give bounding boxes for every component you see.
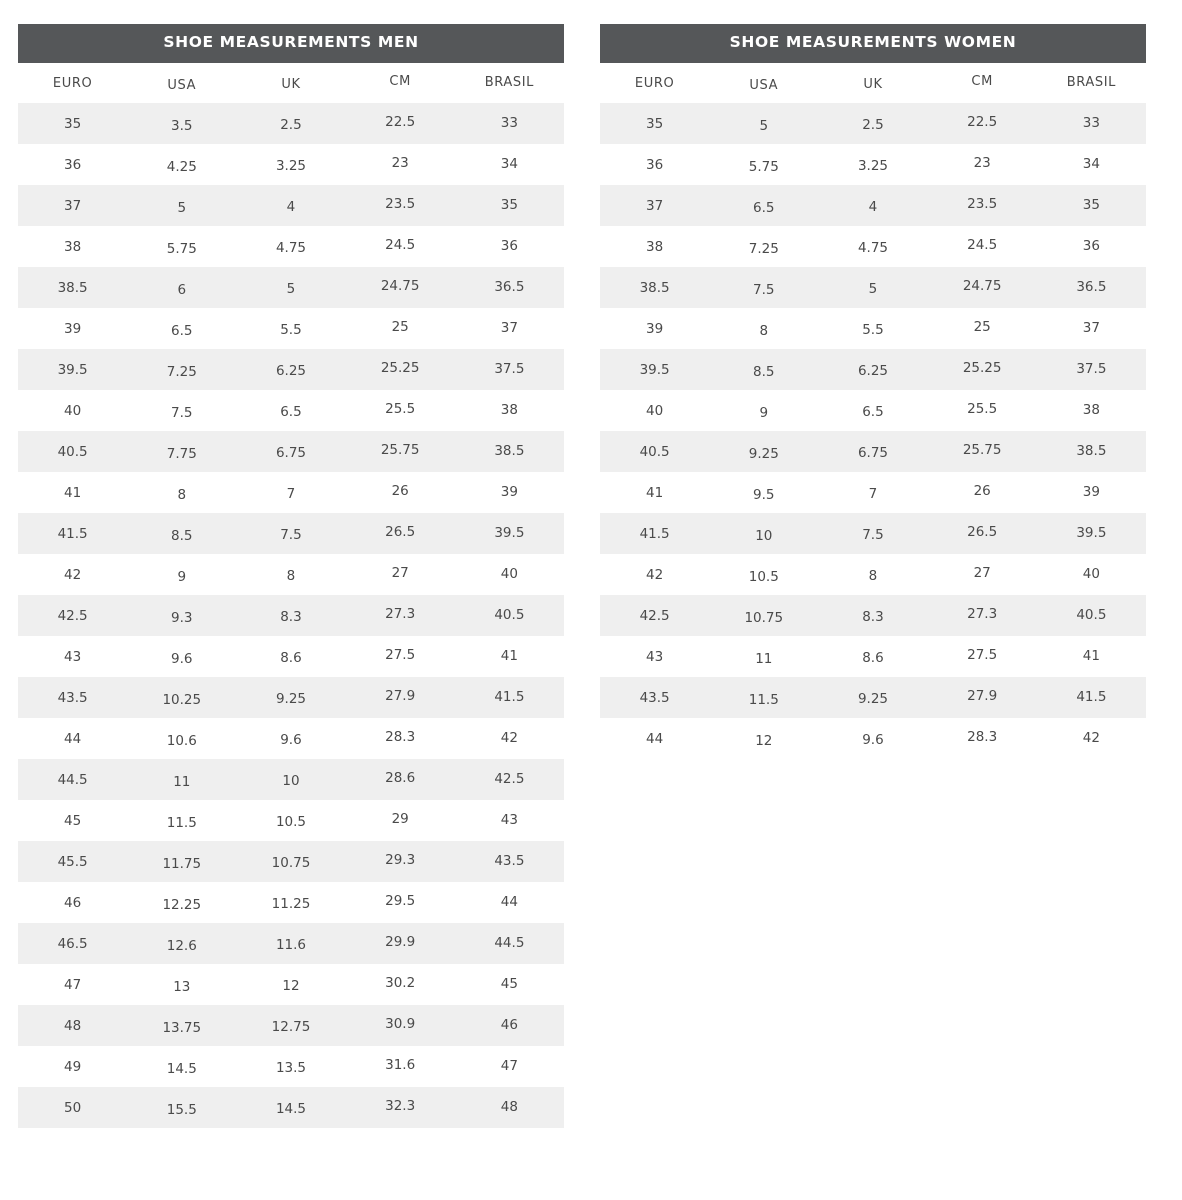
table-cell-cm: 28.3 (928, 718, 1037, 759)
table-cell-brasil: 36 (455, 226, 564, 267)
table-cell-usa: 6.5 (127, 308, 236, 349)
table-row (600, 308, 1146, 349)
table-cell-uk: 9.25 (236, 677, 345, 718)
table-cell-cm: 26.5 (928, 513, 1037, 554)
table-row (18, 144, 564, 185)
table-cell-usa: 8 (709, 308, 818, 349)
table-cell-usa: 9.3 (127, 595, 236, 636)
table-cell-brasil: 37.5 (455, 349, 564, 390)
table-body-women (600, 103, 1146, 759)
table-cell-brasil: 42.5 (455, 759, 564, 800)
table-cell-usa: 4.25 (127, 144, 236, 185)
table-row (18, 964, 564, 1005)
table-row (18, 800, 564, 841)
table-row (18, 841, 564, 882)
table-cell-euro: 43.5 (600, 677, 709, 718)
table-cell-uk: 10.75 (236, 841, 345, 882)
table-cell-euro: 36 (18, 144, 127, 185)
table-row (600, 431, 1146, 472)
table-cell-usa: 5 (709, 103, 818, 144)
table-cell-uk: 6.75 (818, 431, 927, 472)
table-cell-euro: 40.5 (600, 431, 709, 472)
table-cell-cm: 25.5 (346, 390, 455, 431)
table-row (600, 595, 1146, 636)
table-cell-cm: 29.5 (346, 882, 455, 923)
table-head-men (18, 63, 564, 103)
shoe-measurements-women-block (600, 24, 1146, 759)
table-row (18, 636, 564, 677)
table-cell-cm: 25 (346, 308, 455, 349)
table-cell-euro: 35 (18, 103, 127, 144)
table-cell-euro: 44 (600, 718, 709, 759)
table-cell-cm: 23 (346, 144, 455, 185)
table-cell-cm: 25 (928, 308, 1037, 349)
table-cell-usa: 13.75 (127, 1005, 236, 1046)
table-cell-cm: 25.5 (928, 390, 1037, 431)
table-cell-usa: 11 (127, 759, 236, 800)
table-cell-cm: 32.3 (346, 1087, 455, 1128)
shoe-measurements-men-block (18, 24, 564, 1128)
table-row (18, 759, 564, 800)
table-cell-brasil: 33 (455, 103, 564, 144)
table-cell-usa: 9.6 (127, 636, 236, 677)
table-cell-usa: 5.75 (127, 226, 236, 267)
table-cell-cm: 27.3 (346, 595, 455, 636)
table-cell-uk: 8 (236, 554, 345, 595)
table-cell-euro: 44 (18, 718, 127, 759)
table-cell-usa: 11.5 (709, 677, 818, 718)
table-row (18, 882, 564, 923)
table-row (600, 185, 1146, 226)
table-cell-usa: 5.75 (709, 144, 818, 185)
table-cell-usa: 11 (709, 636, 818, 677)
table-cell-uk: 12.75 (236, 1005, 345, 1046)
table-cell-euro: 40.5 (18, 431, 127, 472)
table-cell-euro: 36 (600, 144, 709, 185)
table-cell-cm: 30.2 (346, 964, 455, 1005)
table-cell-uk: 4 (236, 185, 345, 226)
table-row (18, 1087, 564, 1128)
table-cell-brasil: 42 (1037, 718, 1146, 759)
table-cell-euro: 50 (18, 1087, 127, 1128)
column-header-euro: EURO (600, 63, 709, 103)
table-cell-usa: 11.75 (127, 841, 236, 882)
table-row (18, 718, 564, 759)
table-cell-usa: 6.5 (709, 185, 818, 226)
table-cell-cm: 25.75 (346, 431, 455, 472)
table-cell-brasil: 40.5 (1037, 595, 1146, 636)
table-cell-brasil: 39.5 (1037, 513, 1146, 554)
table-cell-uk: 6.25 (236, 349, 345, 390)
table-cell-cm: 28.3 (346, 718, 455, 759)
column-header-cm: CM (346, 63, 455, 103)
table-cell-uk: 9.6 (236, 718, 345, 759)
table-row (18, 267, 564, 308)
table-cell-brasil: 45 (455, 964, 564, 1005)
table-cell-brasil: 38.5 (455, 431, 564, 472)
table-cell-usa: 10 (709, 513, 818, 554)
table-cell-usa: 14.5 (127, 1046, 236, 1087)
table-cell-cm: 27.5 (346, 636, 455, 677)
table-title-men: SHOE MEASUREMENTS MEN (18, 24, 564, 63)
table-cell-uk: 5.5 (236, 308, 345, 349)
table-cell-brasil: 40 (1037, 554, 1146, 595)
table-cell-euro: 41.5 (18, 513, 127, 554)
table-cell-uk: 14.5 (236, 1087, 345, 1128)
table-row (18, 349, 564, 390)
table-cell-usa: 10.25 (127, 677, 236, 718)
table-cell-brasil: 38 (455, 390, 564, 431)
table-cell-uk: 8.3 (818, 595, 927, 636)
table-cell-euro: 45.5 (18, 841, 127, 882)
table-cell-usa: 12.6 (127, 923, 236, 964)
table-cell-uk: 9.6 (818, 718, 927, 759)
table-cell-usa: 13 (127, 964, 236, 1005)
table-cell-cm: 29 (346, 800, 455, 841)
table-cell-uk: 7.5 (818, 513, 927, 554)
table-cell-euro: 46.5 (18, 923, 127, 964)
column-header-usa: USA (127, 63, 236, 103)
table-cell-cm: 22.5 (928, 103, 1037, 144)
table-cell-uk: 4.75 (818, 226, 927, 267)
table-cell-uk: 10.5 (236, 800, 345, 841)
table-cell-cm: 26.5 (346, 513, 455, 554)
table-row (18, 554, 564, 595)
column-header-uk: UK (236, 63, 345, 103)
table-cell-brasil: 35 (455, 185, 564, 226)
table-cell-euro: 42.5 (18, 595, 127, 636)
table-row (18, 677, 564, 718)
table-cell-cm: 27.3 (928, 595, 1037, 636)
table-row (18, 308, 564, 349)
table-cell-cm: 24.75 (928, 267, 1037, 308)
table-cell-uk: 11.6 (236, 923, 345, 964)
table-cell-usa: 11.5 (127, 800, 236, 841)
table-header-row (600, 63, 1146, 103)
table-cell-usa: 7.25 (709, 226, 818, 267)
table-cell-brasil: 33 (1037, 103, 1146, 144)
table-cell-cm: 29.9 (346, 923, 455, 964)
table-cell-uk: 13.5 (236, 1046, 345, 1087)
table-cell-cm: 24.5 (346, 226, 455, 267)
table-cell-euro: 39.5 (18, 349, 127, 390)
table-cell-cm: 24.75 (346, 267, 455, 308)
table-row (600, 513, 1146, 554)
table-cell-brasil: 44 (455, 882, 564, 923)
table-cell-usa: 8 (127, 472, 236, 513)
table-cell-euro: 43.5 (18, 677, 127, 718)
table-cell-usa: 10.75 (709, 595, 818, 636)
table-cell-brasil: 41 (455, 636, 564, 677)
column-header-uk: UK (818, 63, 927, 103)
table-cell-euro: 47 (18, 964, 127, 1005)
table-cell-brasil: 41 (1037, 636, 1146, 677)
table-cell-uk: 8.6 (236, 636, 345, 677)
table-cell-euro: 43 (600, 636, 709, 677)
table-cell-euro: 40 (600, 390, 709, 431)
table-cell-euro: 37 (18, 185, 127, 226)
table-cell-usa: 7.5 (127, 390, 236, 431)
table-header-row (18, 63, 564, 103)
table-cell-usa: 5 (127, 185, 236, 226)
table-row (18, 472, 564, 513)
table-cell-cm: 29.3 (346, 841, 455, 882)
table-cell-uk: 5.5 (818, 308, 927, 349)
table-cell-euro: 41 (600, 472, 709, 513)
table-row (600, 267, 1146, 308)
table-cell-uk: 2.5 (818, 103, 927, 144)
table-cell-euro: 42 (600, 554, 709, 595)
table-cell-uk: 9.25 (818, 677, 927, 718)
table-cell-euro: 42 (18, 554, 127, 595)
table-cell-usa: 12 (709, 718, 818, 759)
table-row (18, 431, 564, 472)
table-cell-euro: 49 (18, 1046, 127, 1087)
table-cell-brasil: 37.5 (1037, 349, 1146, 390)
table-cell-uk: 8.6 (818, 636, 927, 677)
table-cell-brasil: 39 (1037, 472, 1146, 513)
table-cell-brasil: 46 (455, 1005, 564, 1046)
table-cell-usa: 12.25 (127, 882, 236, 923)
table-cell-uk: 3.25 (236, 144, 345, 185)
table-cell-brasil: 36.5 (1037, 267, 1146, 308)
table-cell-uk: 8 (818, 554, 927, 595)
table-cell-brasil: 38.5 (1037, 431, 1146, 472)
table-head-women (600, 63, 1146, 103)
table-cell-cm: 31.6 (346, 1046, 455, 1087)
table-cell-euro: 39 (18, 308, 127, 349)
table-cell-euro: 40 (18, 390, 127, 431)
table-cell-euro: 46 (18, 882, 127, 923)
table-cell-usa: 9.25 (709, 431, 818, 472)
table-cell-cm: 25.25 (928, 349, 1037, 390)
table-row (18, 390, 564, 431)
table-cell-euro: 44.5 (18, 759, 127, 800)
table-cell-cm: 27.9 (928, 677, 1037, 718)
table-cell-uk: 4 (818, 185, 927, 226)
table-cell-usa: 9.5 (709, 472, 818, 513)
table-row (18, 185, 564, 226)
column-header-brasil: BRASIL (455, 63, 564, 103)
table-cell-euro: 35 (600, 103, 709, 144)
table-row (600, 226, 1146, 267)
table-cell-brasil: 39.5 (455, 513, 564, 554)
column-header-cm: CM (928, 63, 1037, 103)
table-cell-usa: 9 (709, 390, 818, 431)
table-cell-uk: 5 (236, 267, 345, 308)
table-cell-euro: 38 (18, 226, 127, 267)
table-cell-euro: 38.5 (600, 267, 709, 308)
table-row (18, 923, 564, 964)
table-cell-brasil: 38 (1037, 390, 1146, 431)
table-body-men (18, 103, 564, 1128)
table-row (600, 554, 1146, 595)
table-cell-usa: 10.6 (127, 718, 236, 759)
table-cell-euro: 39 (600, 308, 709, 349)
table-cell-uk: 6.5 (236, 390, 345, 431)
column-header-usa: USA (709, 63, 818, 103)
table-cell-usa: 3.5 (127, 103, 236, 144)
table-cell-uk: 2.5 (236, 103, 345, 144)
table-cell-uk: 3.25 (818, 144, 927, 185)
table-cell-usa: 9 (127, 554, 236, 595)
table-row (600, 103, 1146, 144)
table-row (18, 1005, 564, 1046)
table-row (600, 349, 1146, 390)
table-cell-usa: 6 (127, 267, 236, 308)
table-cell-euro: 42.5 (600, 595, 709, 636)
table-cell-brasil: 40 (455, 554, 564, 595)
shoe-measurements-men-table (18, 63, 564, 1128)
table-cell-cm: 23.5 (346, 185, 455, 226)
table-row (18, 226, 564, 267)
table-cell-usa: 8.5 (709, 349, 818, 390)
table-cell-euro: 48 (18, 1005, 127, 1046)
table-cell-brasil: 36.5 (455, 267, 564, 308)
column-header-euro: EURO (18, 63, 127, 103)
table-row (600, 472, 1146, 513)
table-cell-uk: 6.5 (818, 390, 927, 431)
table-cell-brasil: 43.5 (455, 841, 564, 882)
table-cell-uk: 7 (236, 472, 345, 513)
table-cell-uk: 5 (818, 267, 927, 308)
table-cell-brasil: 48 (455, 1087, 564, 1128)
table-row (600, 144, 1146, 185)
table-cell-brasil: 35 (1037, 185, 1146, 226)
table-cell-usa: 15.5 (127, 1087, 236, 1128)
table-cell-cm: 27 (346, 554, 455, 595)
table-cell-usa: 7.25 (127, 349, 236, 390)
table-cell-uk: 6.25 (818, 349, 927, 390)
table-cell-usa: 7.5 (709, 267, 818, 308)
table-row (18, 513, 564, 554)
table-title-women: SHOE MEASUREMENTS WOMEN (600, 24, 1146, 63)
table-row (600, 636, 1146, 677)
table-cell-usa: 7.75 (127, 431, 236, 472)
table-cell-cm: 26 (346, 472, 455, 513)
table-cell-brasil: 43 (455, 800, 564, 841)
table-cell-brasil: 37 (455, 308, 564, 349)
table-cell-brasil: 37 (1037, 308, 1146, 349)
column-header-brasil: BRASIL (1037, 63, 1146, 103)
table-cell-brasil: 44.5 (455, 923, 564, 964)
table-cell-cm: 27.5 (928, 636, 1037, 677)
table-row (18, 595, 564, 636)
table-cell-brasil: 42 (455, 718, 564, 759)
table-cell-euro: 38.5 (18, 267, 127, 308)
table-cell-uk: 7.5 (236, 513, 345, 554)
table-cell-euro: 45 (18, 800, 127, 841)
table-cell-uk: 10 (236, 759, 345, 800)
table-cell-uk: 4.75 (236, 226, 345, 267)
table-cell-euro: 38 (600, 226, 709, 267)
table-cell-uk: 7 (818, 472, 927, 513)
table-cell-brasil: 34 (1037, 144, 1146, 185)
table-cell-euro: 39.5 (600, 349, 709, 390)
table-cell-euro: 41 (18, 472, 127, 513)
table-cell-cm: 25.75 (928, 431, 1037, 472)
table-cell-uk: 6.75 (236, 431, 345, 472)
table-cell-brasil: 36 (1037, 226, 1146, 267)
table-cell-cm: 26 (928, 472, 1037, 513)
table-row (600, 390, 1146, 431)
table-cell-cm: 24.5 (928, 226, 1037, 267)
table-cell-cm: 22.5 (346, 103, 455, 144)
table-row (600, 718, 1146, 759)
table-cell-euro: 41.5 (600, 513, 709, 554)
table-cell-cm: 23.5 (928, 185, 1037, 226)
table-row (600, 677, 1146, 718)
table-cell-cm: 27 (928, 554, 1037, 595)
table-cell-uk: 12 (236, 964, 345, 1005)
table-cell-brasil: 47 (455, 1046, 564, 1087)
table-cell-uk: 8.3 (236, 595, 345, 636)
table-cell-cm: 30.9 (346, 1005, 455, 1046)
table-cell-usa: 10.5 (709, 554, 818, 595)
table-cell-cm: 27.9 (346, 677, 455, 718)
table-cell-euro: 37 (600, 185, 709, 226)
table-cell-euro: 43 (18, 636, 127, 677)
table-cell-cm: 25.25 (346, 349, 455, 390)
table-row (18, 1046, 564, 1087)
table-cell-cm: 28.6 (346, 759, 455, 800)
table-cell-brasil: 39 (455, 472, 564, 513)
table-cell-brasil: 40.5 (455, 595, 564, 636)
table-cell-brasil: 34 (455, 144, 564, 185)
table-cell-uk: 11.25 (236, 882, 345, 923)
table-row (18, 103, 564, 144)
table-cell-brasil: 41.5 (1037, 677, 1146, 718)
table-cell-usa: 8.5 (127, 513, 236, 554)
table-cell-cm: 23 (928, 144, 1037, 185)
shoe-measurements-women-table (600, 63, 1146, 759)
table-cell-brasil: 41.5 (455, 677, 564, 718)
